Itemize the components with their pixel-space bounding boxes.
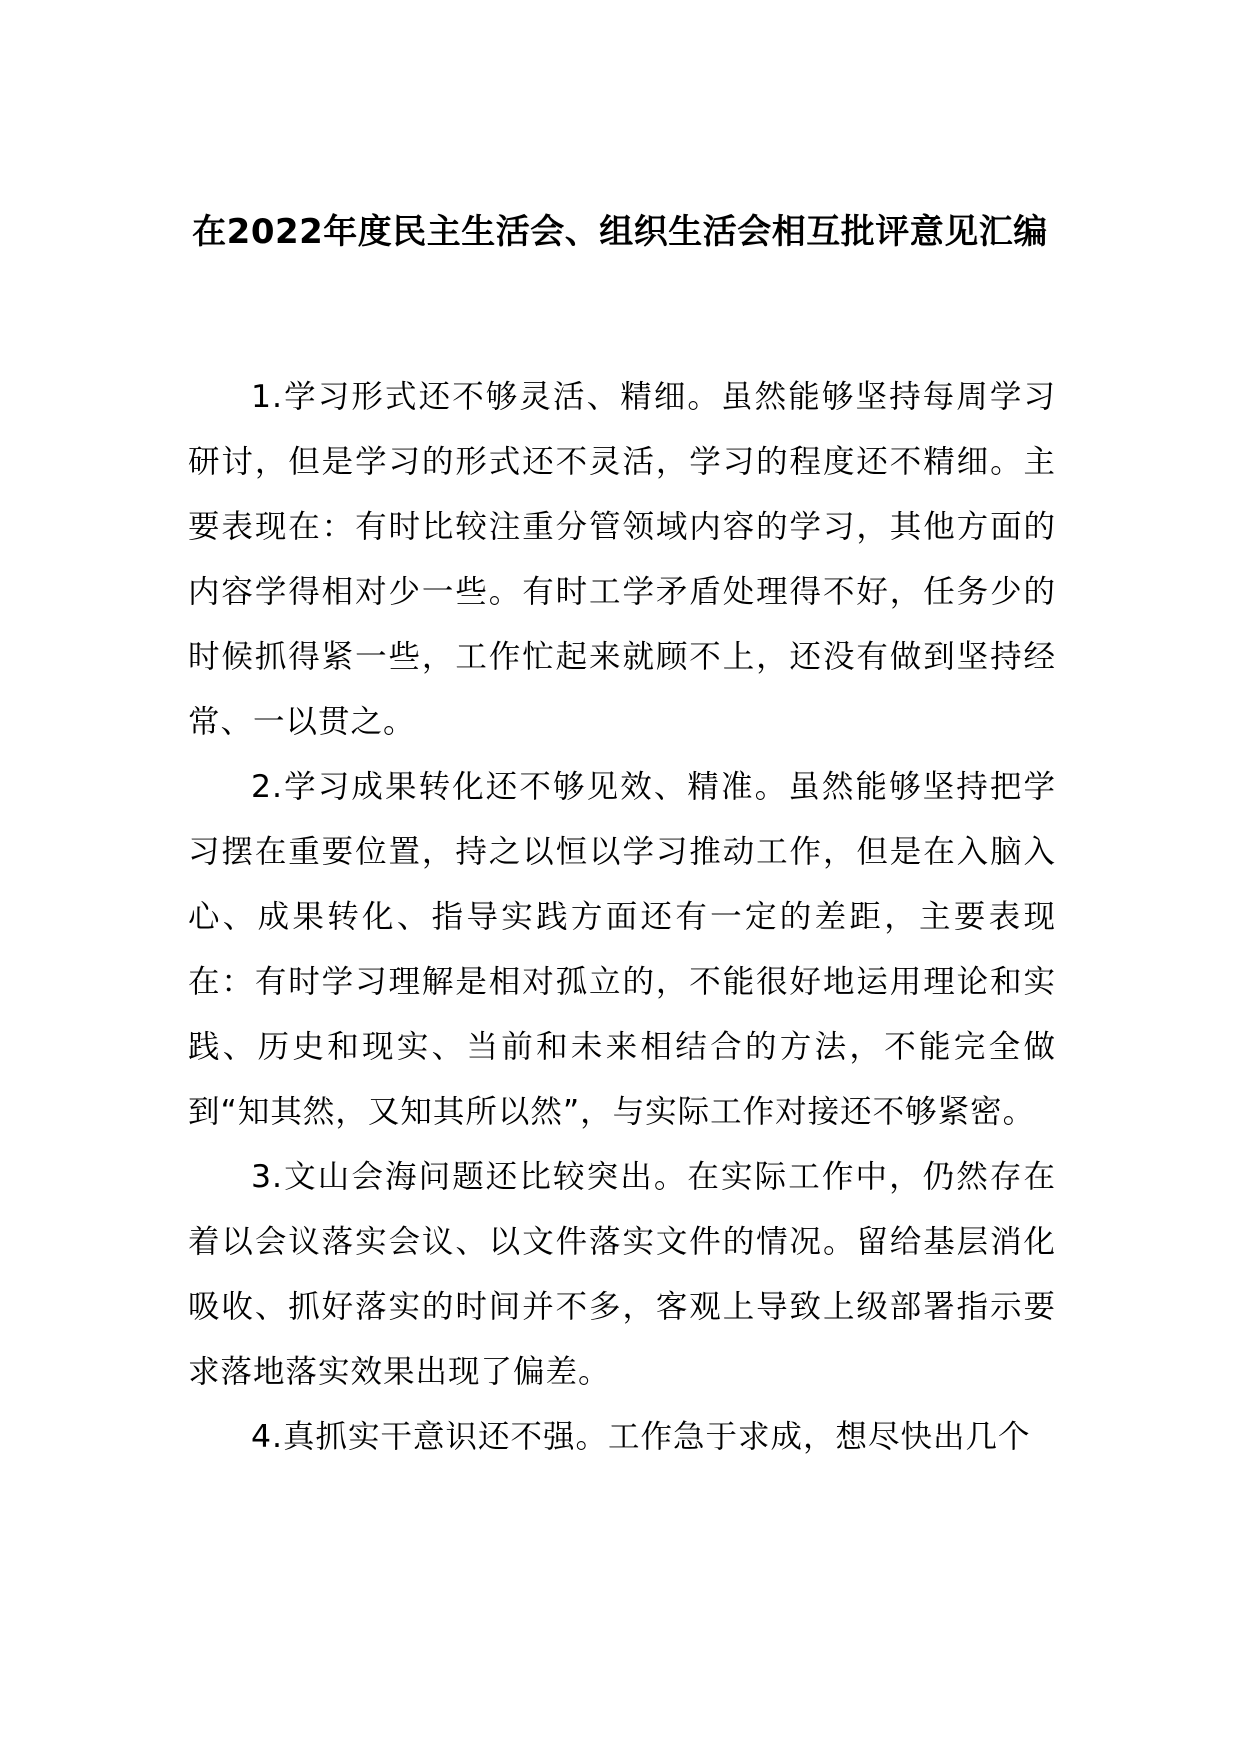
document-title: 在2022年度民主生活会、组织生活会相互批评意见汇编 bbox=[192, 212, 1048, 252]
document-body bbox=[188, 365, 1056, 1470]
paragraph-2: 2.学习成果转化还不够见效、精准。虽然能够坚持把学习摆在重要位置，持之以恒以学习推动工作，但是在入脑入心、成果转化、指导实践方面还有一定的差距，主要表现在：有时学习理解是相对孤立的，不能很好地运用理论和实践、历史和现实、当前和未来相结合的方法，不能完全做到“知其然，又知其所以然”，与实际工作对接还不够紧密。 bbox=[188, 769, 1056, 1130]
paragraph-3: 3.文山会海问题还比较突出。在实际工作中，仍然存在着以会议落实会议、以文件落实文件的情况。留给基层消化吸收、抓好落实的时间并不多，客观上导致上级部署指示要求落地落实效果出现了偏差。 bbox=[188, 1159, 1056, 1390]
paragraph-4: 4.真抓实干意识还不强。工作急于求成，想尽快出几个 bbox=[251, 1419, 1031, 1455]
paragraph-1: 1.学习形式还不够灵活、精细。虽然能够坚持每周学习研讨，但是学习的形式还不灵活，学习的程度还不精细。主要表现在：有时比较注重分管领域内容的学习，其他方面的内容学得相对少一些。有时工学矛盾处理得不好，任务少的时候抓得紧一些，工作忙起来就顾不上，还没有做到坚持经常、一以贯之。 bbox=[188, 379, 1056, 740]
